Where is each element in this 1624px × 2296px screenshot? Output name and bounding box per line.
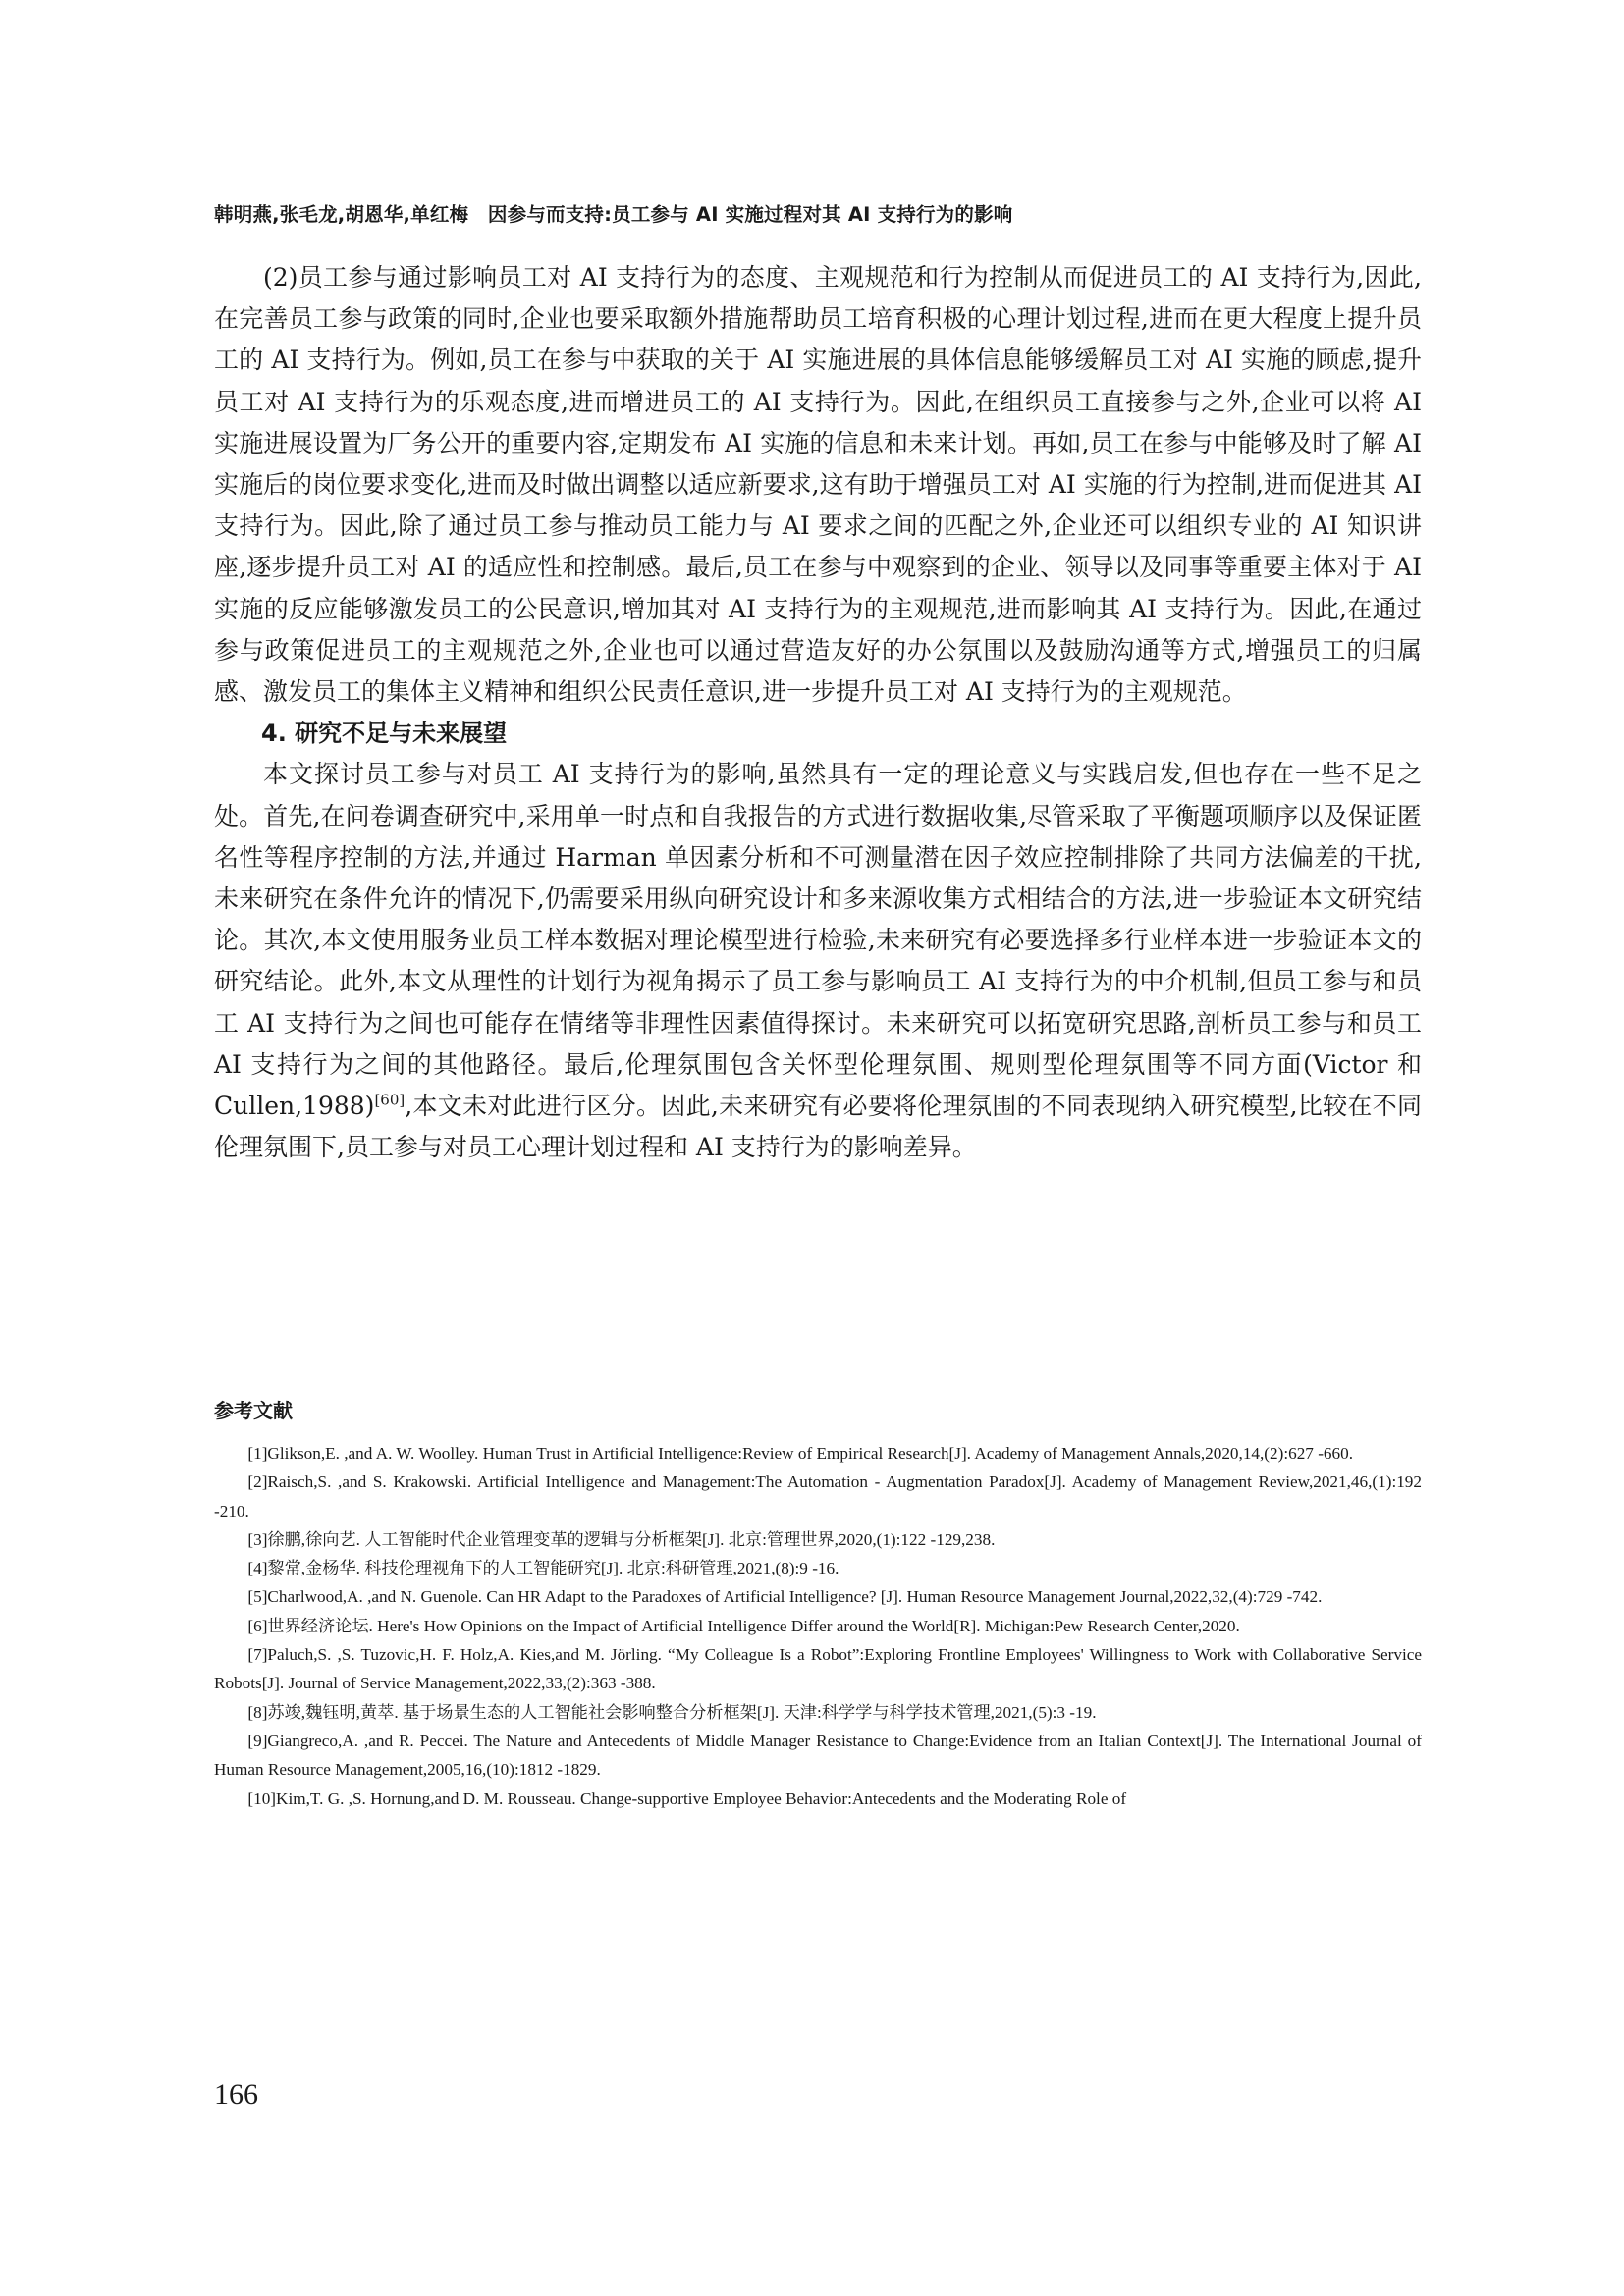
body-text xyxy=(214,257,1422,1168)
reference-item: [3]徐鹏,徐向艺. 人工智能时代企业管理变革的逻辑与分析框架[J]. 北京:管理世界,2020,(1):122 -129,238. xyxy=(247,1529,996,1549)
reference-item: [5]Charlwood,A. ,and N. Guenole. Can HR Adapt to the Paradoxes of Artificial Intelligence? [J]. Human Resource Management Journal,2022,32,(4):729 -742. xyxy=(247,1587,1323,1607)
paragraph-2-part-a: 本文探讨员工参与对员工 AI 支持行为的影响,虽然具有一定的理论意义与实践启发,但也存在一些不足之处。首先,在问卷调查研究中,采用单一时点和自我报告的方式进行数据收集,尽管采取了平衡题项顺序以及保证匿名性等程序控制的方法,并通过 Harman 单因素分析和不可测量潜在因子效应控制排除了共同方法偏差的干扰,未来研究在条件允许的情况下,仍需要采用纵向研究设计和多来源收集方式相结合的方法,进一步验证本文研究结论。其次,本文使用服务业员工样本数据对理论模型进行检验,未来研究有必要选择多行业样本进一步验证本文的研究结论。此外,本文从理性的计划行为视角揭示了员工参与影响员工 AI 支持行为的中介机制,但员工参与和员工 AI 支持行为之间也可能存在情绪等非理性因素值得探讨。未来研究可以拓宽研究思路,剖析员工参与和员工 AI 支持行为之间的其他路径。最后,伦理氛围包含关怀型伦理氛围、规则型伦理氛围等不同方面(Victor 和 Cullen,1988) xyxy=(214,760,1422,1121)
reference-list xyxy=(214,1439,1422,1813)
references-title: 参考文献 xyxy=(214,1399,293,1422)
citation-superscript: [60] xyxy=(374,1091,406,1109)
reference-item: [8]苏竣,魏钰明,黄萃. 基于场景生态的人工智能社会影响整合分析框架[J]. 天津:科学学与科学技术管理,2021,(5):3 -19. xyxy=(247,1702,1097,1722)
body-paragraph-2 xyxy=(214,754,1422,1168)
paragraph-2-part-b: ,本文未对此进行区分。因此,未来研究有必要将伦理氛围的不同表现纳入研究模型,比较在不同伦理氛围下,员工参与对员工心理计划过程和 AI 支持行为的影响差异。 xyxy=(214,1092,1422,1162)
reference-item: [6]世界经济论坛. Here's How Opinions on the Impact of Artificial Intelligence Differ around the World[R]. Michigan:Pew Research Center,2020. xyxy=(247,1616,1240,1635)
running-header: 韩明燕,张毛龙,胡恩华,单红梅 因参与而支持:员工参与 AI 实施过程对其 AI 支持行为的影响 xyxy=(214,203,1013,226)
reference-item: [10]Kim,T. G. ,S. Hornung,and D. M. Rousseau. Change-supportive Employee Behavior:Antecedents and the Moderating Role of xyxy=(247,1789,1127,1808)
section-heading: 4. 研究不足与未来展望 xyxy=(261,720,508,748)
reference-item: [2]Raisch,S. ,and S. Krakowski. Artificial Intelligence and Management:The Automation - Augmentation Paradox[J]. Academy of Management Review,2021,46,(1):192 -210. xyxy=(214,1472,1422,1521)
reference-item: [7]Paluch,S. ,S. Tuzovic,H. F. Holz,A. Kies,and M. Jörling. “My Colleague Is a Robot”:Exploring Frontline Employees' Willingness to Work with Collaborative Service Robots[J]. Journal of Service Management,2022,33,(2):363 -388. xyxy=(214,1645,1422,1693)
page-number: 166 xyxy=(214,2078,258,2110)
reference-item: [9]Giangreco,A. ,and R. Peccei. The Nature and Antecedents of Middle Manager Resistance to Change:Evidence from an Italian Context[J]. The International Journal of Human Resource Management,2005,16,(10):1812 -1829. xyxy=(214,1731,1422,1780)
body-paragraph-1: (2)员工参与通过影响员工对 AI 支持行为的态度、主观规范和行为控制从而促进员工的 AI 支持行为,因此,在完善员工参与政策的同时,企业也要采取额外措施帮助员工培育积极的心理计划过程,进而在更大程度上提升员工的 AI 支持行为。例如,员工在参与中获取的关于 AI 实施进展的具体信息能够缓解员工对 AI 实施的顾虑,提升员工对 AI 支持行为的乐观态度,进而增进员工的 AI 支持行为。因此,在组织员工直接参与之外,企业可以将 AI 实施进展设置为厂务公开的重要内容,定期发布 AI 实施的信息和未来计划。再如,员工在参与中能够及时了解 AI 实施后的岗位要求变化,进而及时做出调整以适应新要求,这有助于增强员工对 AI 实施的行为控制,进而促进其 AI 支持行为。因此,除了通过员工参与推动员工能力与 AI 要求之间的匹配之外,企业还可以组织专业的 AI 知识讲座,逐步提升员工对 AI 的适应性和控制感。最后,员工在参与中观察到的企业、领导以及同事等重要主体对于 AI 实施的反应能够激发员工的公民意识,增加其对 AI 支持行为的主观规范,进而影响其 AI 支持行为。因此,在通过参与政策促进员工的主观规范之外,企业也可以通过营造友好的办公氛围以及鼓励沟通等方式,增强员工的归属感、激发员工的集体主义精神和组织公民责任意识,进一步提升员工对 AI 支持行为的主观规范。 xyxy=(214,263,1422,707)
reference-item: [1]Glikson,E. ,and A. W. Woolley. Human Trust in Artificial Intelligence:Review of Empirical Research[J]. Academy of Management Annals,2020,14,(2):627 -660. xyxy=(247,1444,1353,1463)
reference-item: [4]黎常,金杨华. 科技伦理视角下的人工智能研究[J]. 北京:科研管理,2021,(8):9 -16. xyxy=(247,1559,839,1578)
